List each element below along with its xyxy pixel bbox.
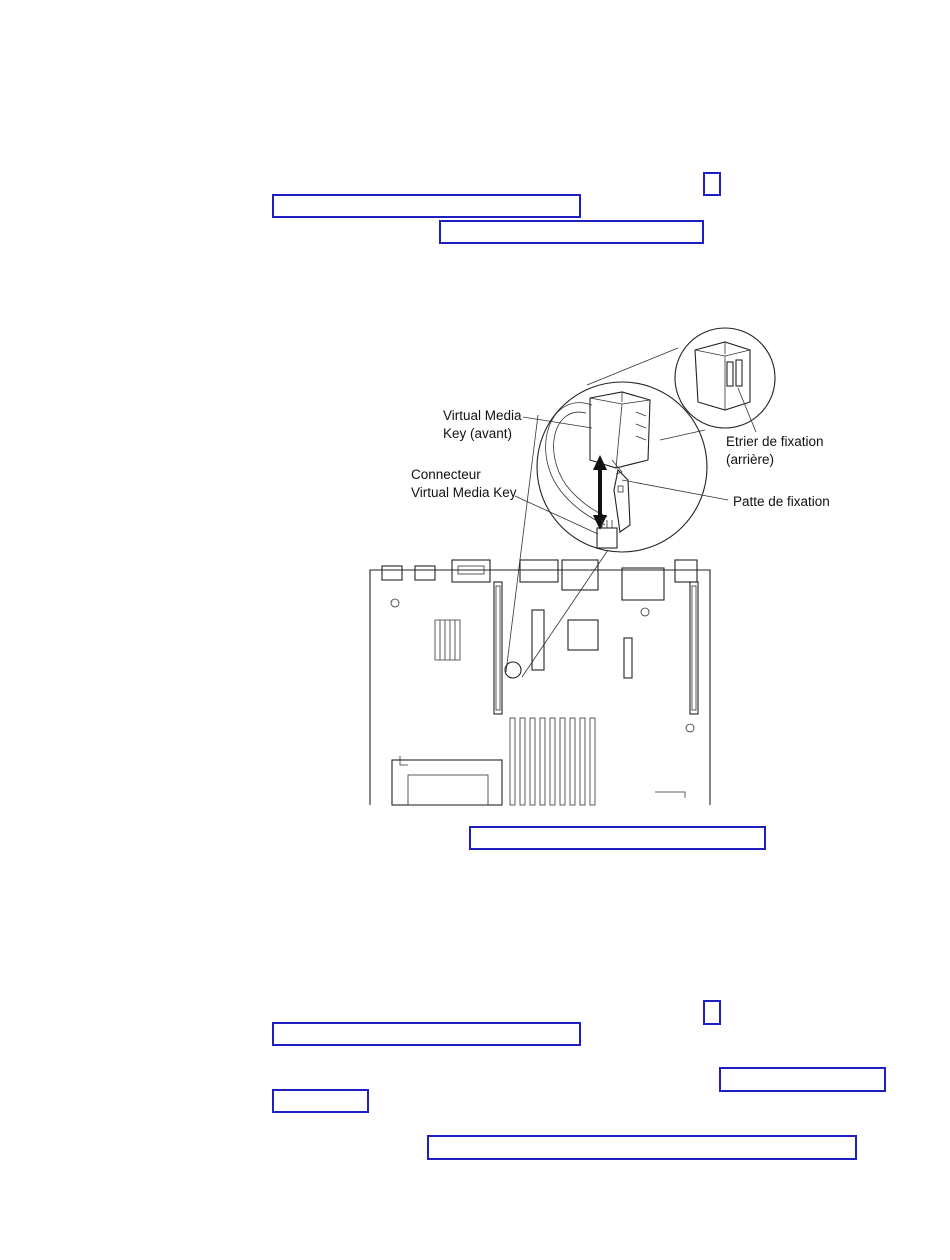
callout-virtual-media-key-front: Virtual Media Key (avant) xyxy=(443,408,522,441)
step-link-box-1[interactable] xyxy=(272,194,581,218)
step-link-box-5[interactable] xyxy=(272,1089,369,1113)
callout-retention-tab: Patte de fixation xyxy=(733,494,830,509)
step-link-box-3[interactable] xyxy=(272,1022,581,1046)
callout-connector: Connecteur Virtual Media Key xyxy=(411,467,517,500)
virtual-media-key-installation-illustration xyxy=(360,320,840,810)
callout-retention-bracket: Etrier de fixation (arrière) xyxy=(726,434,824,467)
step-link-small-box-2[interactable] xyxy=(703,1000,721,1025)
figure-caption-link-box[interactable] xyxy=(469,826,766,850)
step-link-box-2[interactable] xyxy=(439,220,704,244)
step-link-box-6[interactable] xyxy=(427,1135,857,1160)
step-link-box-4[interactable] xyxy=(719,1067,886,1092)
step-link-small-box-1[interactable] xyxy=(703,172,721,196)
dimm-slots xyxy=(510,718,595,805)
